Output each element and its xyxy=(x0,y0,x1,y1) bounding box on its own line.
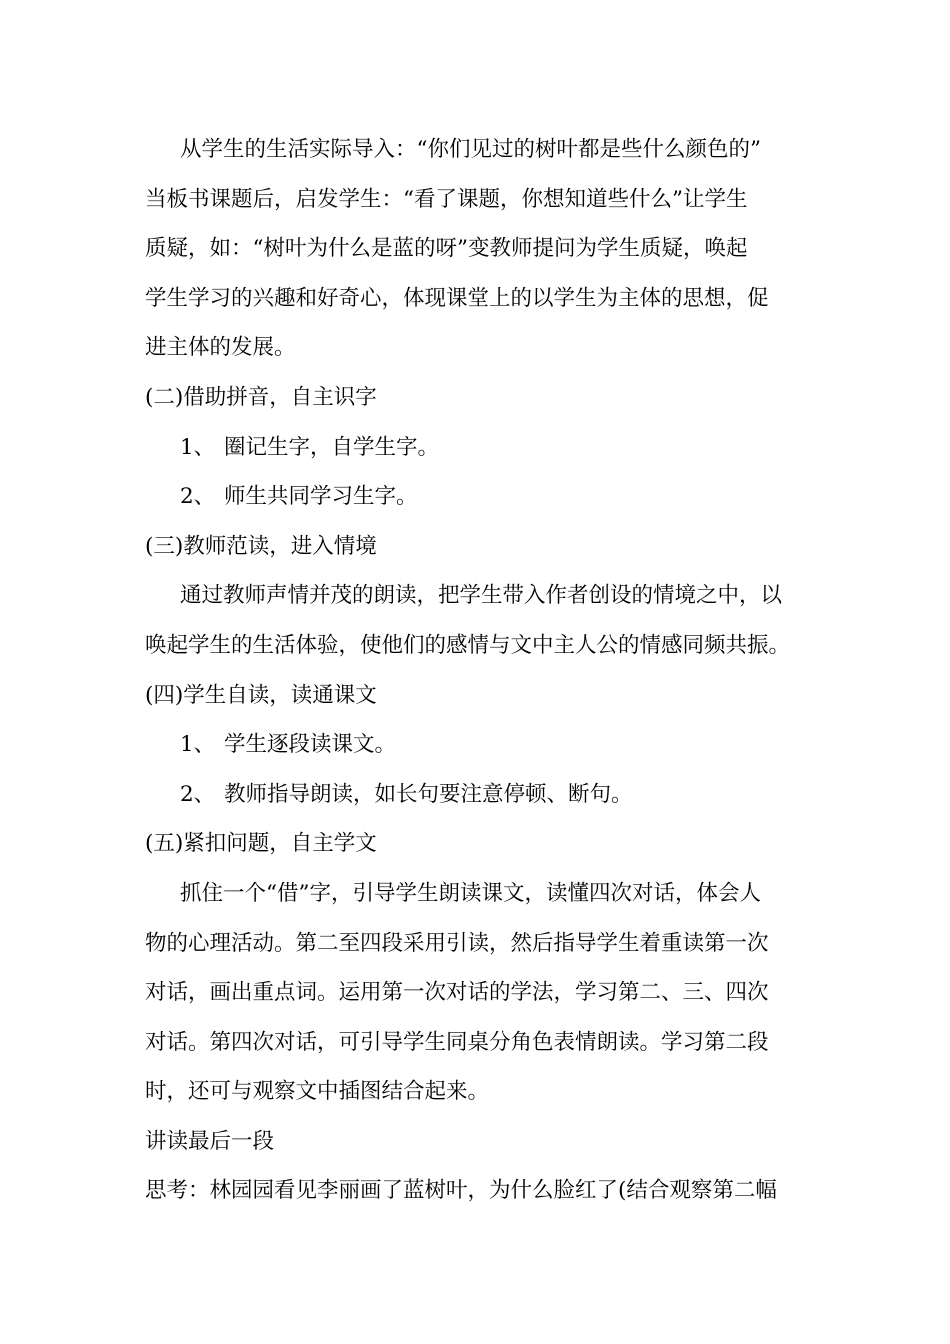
list-number: 1、 xyxy=(180,732,216,758)
list-item xyxy=(145,472,810,522)
paragraph-line: 物的心理活动。第二至四段采用引读，然后指导学生着重读第一次 xyxy=(145,930,769,956)
paragraph-line: 思考：林园园看见李丽画了蓝树叶，为什么脸红了(结合观察第二幅 xyxy=(145,1178,777,1204)
paragraph-line: 进主体的发展。 xyxy=(145,335,296,361)
paragraph-line: 学生学习的兴趣和好奇心，体现课堂上的以学生为主体的思想，促 xyxy=(145,285,769,311)
paragraph-line: 抓住一个“借”字，引导学生朗读课文，读懂四次对话，体会人 xyxy=(180,880,761,906)
paragraph-line: 对话，画出重点词。运用第一次对话的学法，学习第二、三、四次 xyxy=(145,980,769,1006)
list-item-text: 学生逐段读课文。 xyxy=(224,732,397,758)
list-number: 1、 xyxy=(180,434,216,460)
list-number: 2、 xyxy=(180,484,216,510)
document-body xyxy=(145,125,810,1216)
paragraph-line: 对话。第四次对话，可引导学生同桌分角色表情朗读。学习第二段 xyxy=(145,1029,769,1055)
section-heading: (二)借助拼音，自主识字 xyxy=(145,384,377,410)
paragraph-line: 唤起学生的生活体验，使他们的感情与文中主人公的情感同频共振。 xyxy=(145,632,791,658)
paragraph-line: 从学生的生活实际导入：“你们见过的树叶都是些什么颜色的” xyxy=(180,137,761,162)
section-heading: (三)教师范读，进入情境 xyxy=(145,533,377,559)
list-item xyxy=(145,720,810,770)
paragraph-line: 时，还可与观察文中插图结合起来。 xyxy=(145,1079,490,1105)
list-item-text: 教师指导朗读，如长句要注意停顿、断句。 xyxy=(224,781,633,807)
paragraph-line: 当板书课题后，启发学生：“看了课题，你想知道些什么”让学生 xyxy=(145,186,748,212)
paragraph-line: 通过教师声情并茂的朗读，把学生带入作者创设的情境之中，以 xyxy=(180,583,783,609)
list-item-text: 师生共同学习生字。 xyxy=(224,484,418,510)
paragraph-line: 质疑，如：“树叶为什么是蓝的呀”变教师提问为学生质疑，唤起 xyxy=(145,236,748,262)
section-heading: (四)学生自读，读通课文 xyxy=(145,682,377,708)
list-item xyxy=(145,770,810,820)
list-number: 2、 xyxy=(180,781,216,807)
section-heading: (五)紧扣问题，自主学文 xyxy=(145,831,377,857)
list-item-text: 圈记生字，自学生字。 xyxy=(224,434,440,460)
list-item xyxy=(145,423,810,473)
section-heading: 讲读最后一段 xyxy=(145,1128,275,1154)
